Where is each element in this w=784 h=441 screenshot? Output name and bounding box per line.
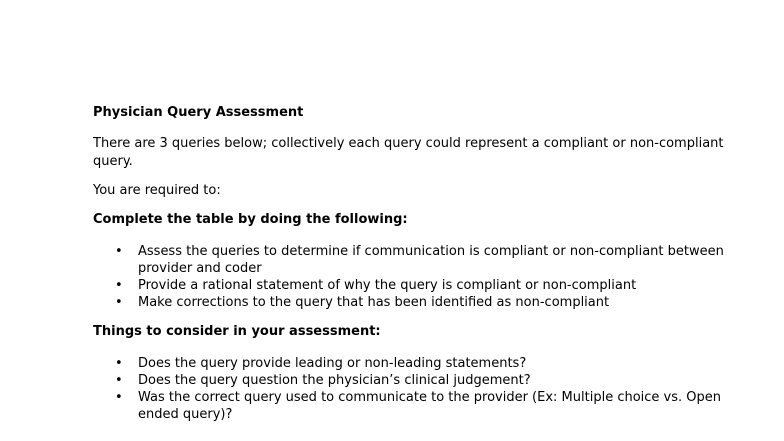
bullet-icon: • (115, 244, 123, 259)
list-item (93, 389, 733, 423)
document-page (93, 104, 733, 435)
list-item (93, 294, 733, 311)
list-item-text: Does the query provide leading or non-leading statements? (138, 356, 527, 371)
required-paragraph: You are required to: (93, 183, 221, 198)
bullet-icon: • (115, 356, 123, 371)
document-title: Physician Query Assessment (93, 105, 304, 120)
bullet-icon: • (115, 390, 123, 405)
list-item (93, 355, 733, 372)
section2-heading: Things to consider in your assessment: (93, 324, 381, 339)
bullet-icon: • (115, 295, 123, 310)
list-item-text: Assess the queries to determine if communication is compliant or non-compliant between provider and coder (138, 244, 724, 276)
list-item-text: Was the correct query used to communicate to the provider (Ex: Multiple choice vs. Open ended query)? (138, 390, 722, 422)
list-item-text: Provide a rational statement of why the query is compliant or non-compliant (138, 278, 637, 293)
list-item (93, 277, 733, 294)
intro-paragraph: There are 3 queries below; collectively each query could represent a compliant or non-compliant query. (93, 136, 724, 169)
bullet-icon: • (115, 373, 123, 388)
section1-list (93, 243, 733, 311)
list-item-text: Does the query question the physician’s clinical judgement? (138, 373, 531, 388)
list-item (93, 243, 733, 277)
bullet-icon: • (115, 278, 123, 293)
list-item (93, 372, 733, 389)
section1-heading: Complete the table by doing the following: (93, 212, 408, 227)
list-item-text: Make corrections to the query that has been identified as non-compliant (138, 295, 610, 310)
section2-list (93, 355, 733, 423)
